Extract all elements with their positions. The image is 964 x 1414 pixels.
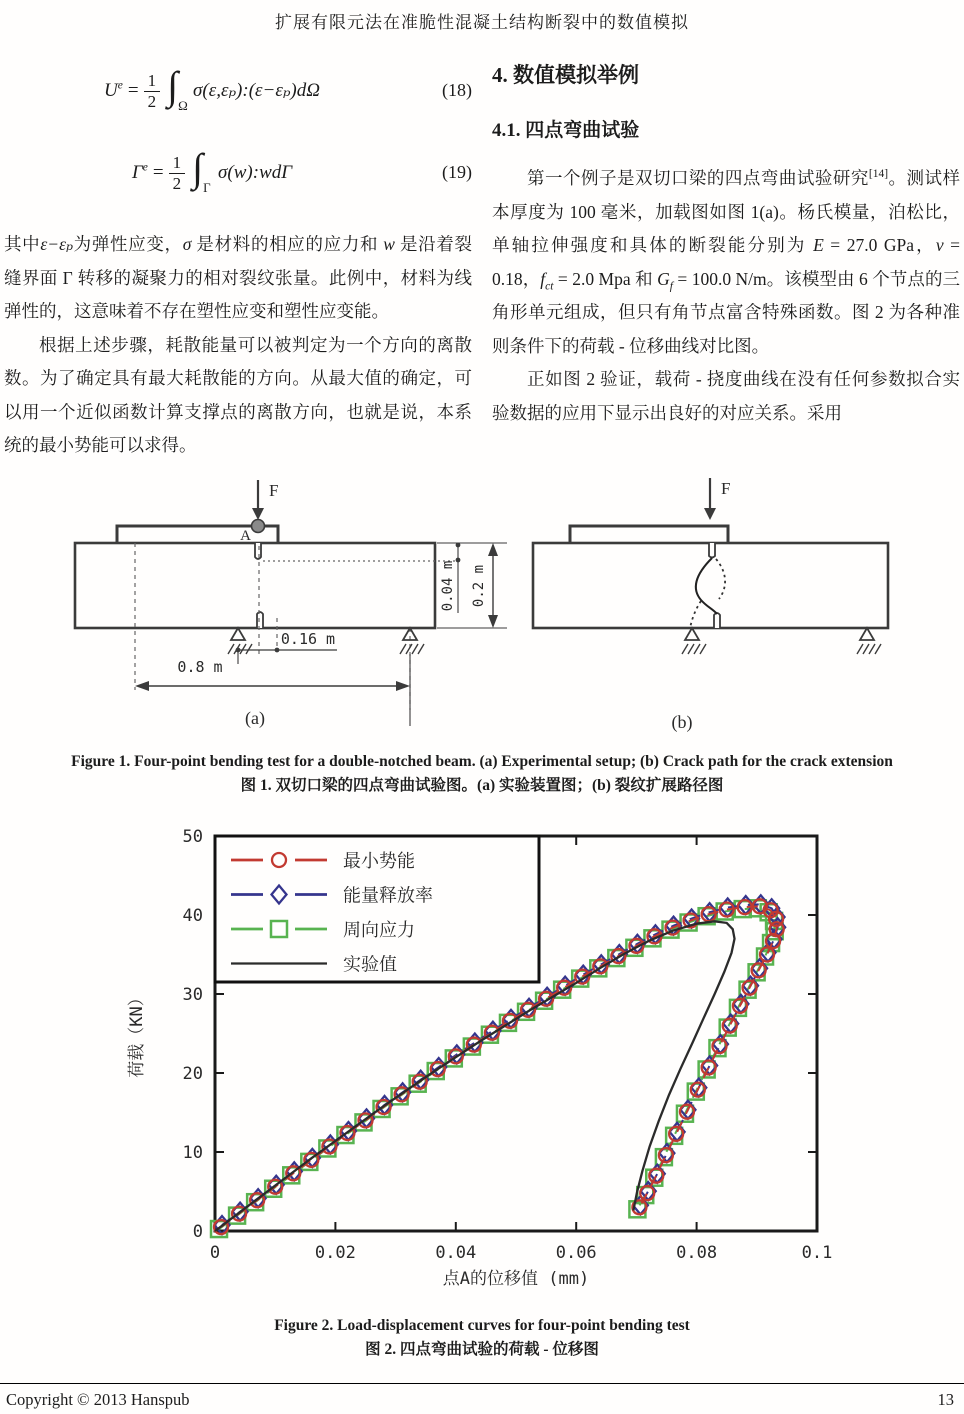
support-right-a [400,628,424,726]
load-spreader-b [570,526,728,544]
fig1b-group [533,478,888,733]
top-notch-a [255,543,261,559]
figure1-caption-zh: 图 1. 双切口梁的四点弯曲试验图。(a) 实验装置图；(b) 裂纹扩展路径图 [240,777,724,794]
figure2-caption-zh: 图 2. 四点弯曲试验的荷载 - 位移图 [365,1341,599,1358]
sublabel-b: (b) [671,712,693,732]
left-paragraph-2: 根据上述步骤，耗散能量可以被判定为一个方向的离散数。为了确定具有最大耗散能的方向。从最大值的确定，可以用一个近似函数计算支撑点的离散方向，也就是说，本系统的最小势能可以求得。 [4,334,472,455]
equation-number: (18) [442,80,472,101]
figure2-caption [0,1314,964,1362]
load-point-circle [252,520,265,533]
page-title: 扩展有限元法在准脆性混凝土结构断裂中的数值模拟 [275,13,689,32]
figure2-caption-en: Figure 2. Load-displacement curves for four-point bending test [274,1317,690,1334]
right-paragraph-1: 第一个例子是双切口梁的四点弯曲试验研究[14]。测试样本厚度为 100 毫米，加载图如图 1(a)。杨氏模量，泊松比，单轴拉伸强度和具体的断裂能分别为 E = 27.0 GPa，v = 0.18，$f_{ct} = 2.0$ Mpa 和 $G_f = 100.0$ N/m。该模型由 6 个节点的三角形单元组成，但只有角节点富含特殊函数。图 2 为各种准则条件下的荷载 - 位移曲线对比图。 [492,168,961,356]
figure1-caption [0,750,964,798]
section-heading: 4. 数值模拟举例 [492,63,639,87]
subsection-heading: 4.1. 四点弯曲试验 [492,120,640,141]
figure1-caption-en: Figure 1. Four-point bending test for a double-notched beam. (a) Experimental setup; (b) Crack path for the crack extension [71,753,893,770]
svg-text:0.06: 0.06 [555,1243,597,1263]
svg-text:40: 40 [182,906,203,926]
crack-path-dotted-left [690,601,701,628]
figure1-diagrams [60,458,950,750]
right-column [492,46,960,430]
svg-text:0: 0 [209,1243,221,1263]
svg-text:50: 50 [182,827,203,847]
svg-text:0.08: 0.08 [676,1243,718,1263]
svg-text:10: 10 [182,1143,203,1163]
crack-path-solid [696,558,717,614]
sublabel-a: (a) [245,708,265,728]
support-right-b [857,628,881,654]
dim-08-label: 0.8 m [177,658,223,676]
dim-02-label: 0.2 m [471,564,487,608]
chart-legend [215,836,539,982]
equation-number: (19) [442,162,472,183]
dim-016 [236,648,337,664]
bottom-notch-a [257,612,263,628]
svg-text:30: 30 [182,985,203,1005]
y-axis-title: 荷载（KN） [127,989,147,1078]
figure1-svg [60,458,950,750]
figure2-chart [120,826,882,1312]
left-paragraph-1: 其中ε−εₚ为弹性应变，σ 是材料的相应的应力和 w 是沿着裂缝界面 Γ 转移的凝聚力的相对裂纹张量。此例中，材料为线弹性的，这意味着不存在塑性应变和塑性应变能。 [4,234,473,321]
footer-copyright: Copyright © 2013 Hanspub [6,1390,190,1409]
legend-label-3: 实验值 [343,954,397,976]
svg-text:0: 0 [192,1222,203,1242]
fig1a-group [75,480,507,729]
svg-text:0.1: 0.1 [801,1243,833,1263]
svg-text:0.02: 0.02 [314,1243,356,1263]
dim-08 [135,681,410,691]
force-arrowhead-b [704,508,716,520]
dim-004-label: 0.04 m [440,560,456,612]
figure2-svg [120,826,882,1312]
force-label-b: F [721,479,731,498]
equation-19: Γ$^e$ = $\frac{1}{2}$ ∫ Γ σ(w):wdΓ (19) [131,145,472,196]
bottom-notch-b [714,613,720,628]
svg-text:20: 20 [182,1064,203,1084]
right-paragraph-2: 正如图 2 验证，载荷 - 挠度曲线在没有任何参数拟合实验数据的应用下显示出良好的对应关系。采用 [492,369,960,423]
legend-label-2: 周向应力 [343,920,415,941]
footer-divider [0,1383,964,1384]
top-notch-b [709,543,715,558]
x-axis-title: 点A的位移值 (mm) [442,1269,590,1289]
point-a-label: A [240,528,251,544]
force-label-a: F [269,481,279,500]
support-left-b [682,628,706,654]
left-column [4,46,472,463]
legend-label-1: 能量释放率 [343,885,433,907]
legend-label-0: 最小势能 [343,851,415,872]
svg-text:0.04: 0.04 [435,1243,477,1263]
citation-ref: [14] [868,168,889,181]
force-arrowhead-a [252,508,264,520]
footer-page-number: 13 [937,1390,954,1409]
dim-016-label: 0.16 m [280,630,336,648]
crack-path-dotted-right [716,559,725,599]
equation-18: U$^e$ = $\frac{1}{2}$ ∫ Ω σ(ε,εₚ):(ε−εₚ)dΩ (18) [104,63,472,114]
